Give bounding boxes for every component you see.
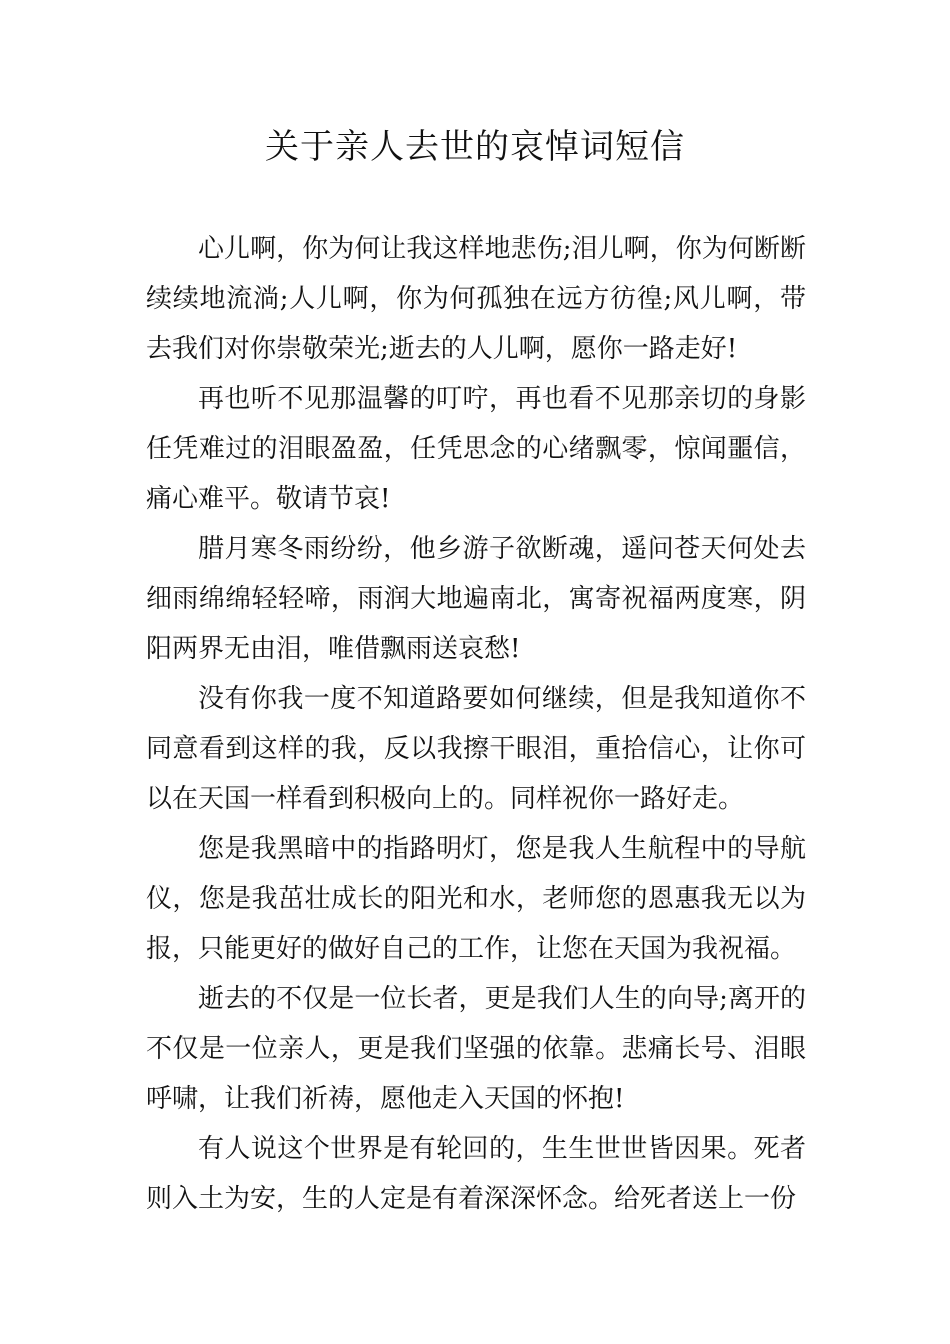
paragraph-5: 您是我黑暗中的指路明灯，您是我人生航程中的导航仪，您是我茁壮成长的阳光和水，老师您的恩惠我无以为报，只能更好的做好自己的工作，让您在天国为我祝福。: [146, 834, 806, 964]
paragraph-2: 再也听不见那温馨的叮咛，再也看不见那亲切的身影任凭难过的泪眼盈盈，任凭思念的心绪飘零，惊闻噩信，痛心难平。敬请节哀!: [146, 384, 806, 514]
paragraph-6: 逝去的不仅是一位长者，更是我们人生的向导;离开的不仅是一位亲人，更是我们坚强的依靠。悲痛长号、泪眼呼啸，让我们祈祷，愿他走入天国的怀抱!: [146, 984, 806, 1114]
paragraph-7: 有人说这个世界是有轮回的，生生世世皆因果。死者则入土为安，生的人定是有着深深怀念。给死者送上一份: [146, 1134, 806, 1214]
document-title: 关于亲人去世的哀悼词短信: [265, 127, 685, 167]
paragraph-3: 腊月寒冬雨纷纷，他乡游子欲断魂，遥问苍天何处去细雨绵绵轻轻啼，雨润大地遍南北，寓寄祝福两度寒，阴阳两界无由泪，唯借飘雨送哀愁!: [146, 534, 806, 664]
paragraph-4: 没有你我一度不知道路要如何继续，但是我知道你不同意看到这样的我，反以我擦干眼泪，重拾信心，让你可以在天国一样看到积极向上的。同样祝你一路好走。: [146, 684, 806, 814]
paragraph-1: 心儿啊，你为何让我这样地悲伤;泪儿啊，你为何断断续续地流淌;人儿啊，你为何孤独在远方彷徨;风儿啊，带去我们对你崇敬荣光;逝去的人儿啊，愿你一路走好!: [146, 234, 806, 364]
document-body: [146, 224, 806, 1224]
